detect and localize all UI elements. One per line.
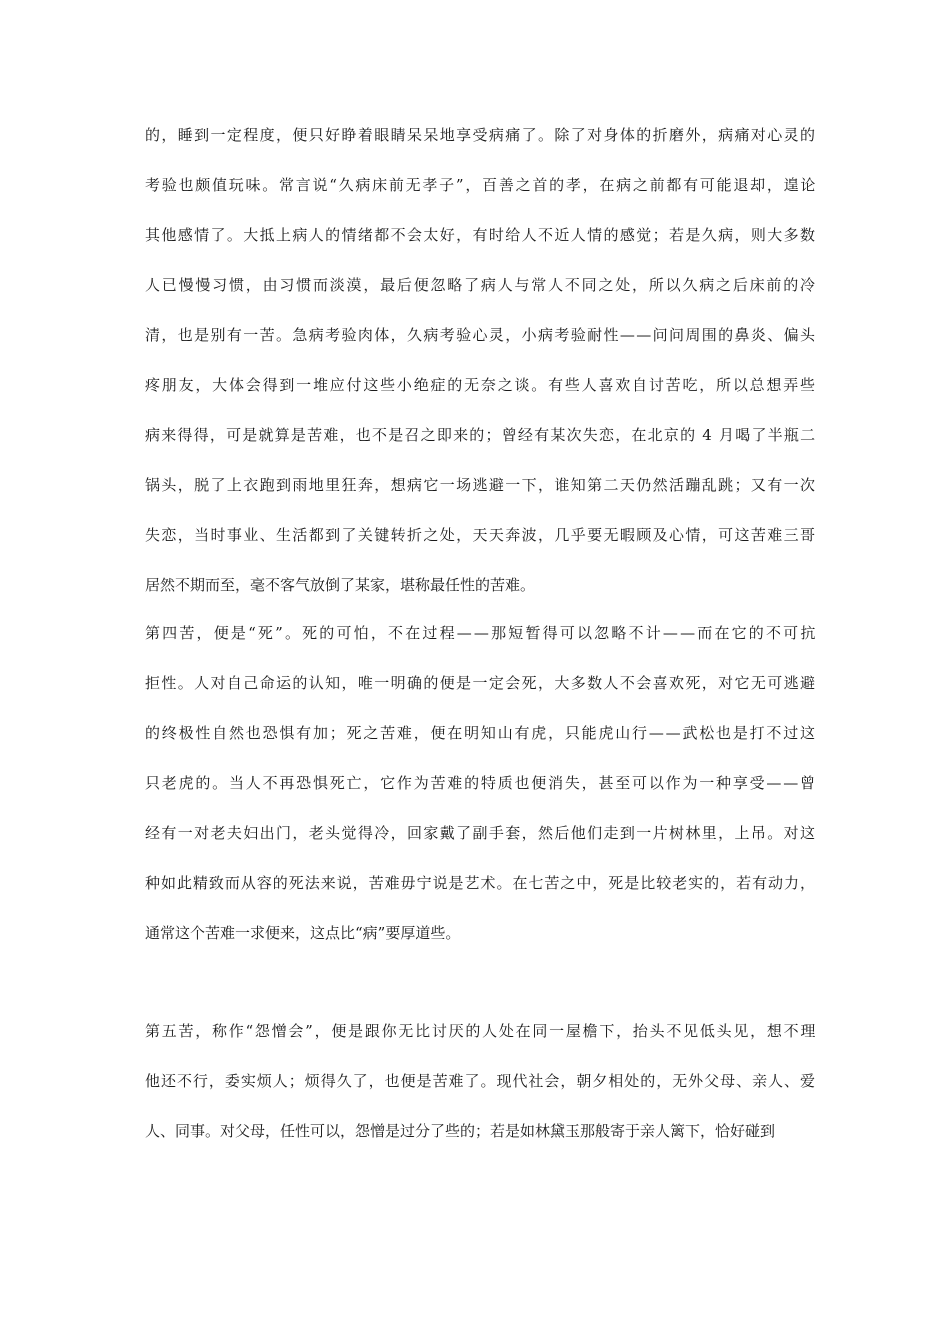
text-line: 其他感情了。大抵上病人的情绪都不会太好，有时给人不近人情的感觉；若是久病，则大多数 <box>145 226 817 244</box>
text-line: 第五苦，称作“怨憎会”，便是跟你无比讨厌的人处在同一屋檐下，抬头不见低头见，想不理 <box>145 1022 818 1040</box>
text-line: 经有一对老夫妇出门，老头觉得冷，回家戴了副手套，然后他们走到一片树林里，上吊。对这 <box>145 824 817 842</box>
text-line: 失恋，当时事业、生活都到了关键转折之处，天天奔波，几乎要无暇顾及心情，可这苦难三哥 <box>145 526 817 544</box>
text-line: 人已慢慢习惯，由习惯而淡漠，最后便忽略了病人与常人不同之处，所以久病之后床前的冷 <box>145 276 817 294</box>
text-line: 只老虎的。当人不再恐惧死亡，它作为苦难的特质也便消失，甚至可以作为一种享受——曾 <box>145 774 817 792</box>
text-line: 清，也是别有一苦。急病考验肉体，久病考验心灵，小病考验耐性——问问周围的鼻炎、偏头 <box>145 326 817 344</box>
text-line: 居然不期而至，毫不客气放倒了某家，堪称最任性的苦难。 <box>145 576 536 594</box>
text-line: 他还不行，委实烦人；烦得久了，也便是苦难了。现代社会，朝夕相处的，无外父母、亲人、爱 <box>145 1072 816 1090</box>
text-line: 人、同事。对父母，任性可以，怨憎是过分了些的；若是如林黛玉那般寄于亲人篱下，恰好碰到 <box>145 1122 776 1140</box>
text-line: 病来得得，可是就算是苦难，也不是召之即来的；曾经有某次失恋，在北京的 4 月喝了半瓶二 <box>145 426 817 444</box>
text-line: 拒性。人对自己命运的认知，唯一明确的便是一定会死，大多数人不会喜欢死，对它无可逃避 <box>145 674 817 692</box>
text-line: 考验也颇值玩味。常言说“久病床前无孝子”，百善之首的孝，在病之前都有可能退却，遑论 <box>145 176 818 194</box>
text-line: 通常这个苦难一求便来，这点比“病”要厚道些。 <box>145 924 461 942</box>
text-line: 疼朋友，大体会得到一堆应付这些小绝症的无奈之谈。有些人喜欢自讨苦吃，所以总想弄些 <box>145 376 817 394</box>
text-line: 第四苦，便是“死”。死的可怕，不在过程——那短暂得可以忽略不计——而在它的不可抗 <box>145 624 818 642</box>
text-line: 锅头，脱了上衣跑到雨地里狂奔，想病它一场逃避一下，谁知第二天仍然活蹦乱跳；又有一次 <box>145 476 817 494</box>
text-line: 的，睡到一定程度，便只好睁着眼睛呆呆地享受病痛了。除了对身体的折磨外，病痛对心灵的 <box>145 126 817 144</box>
text-line: 种如此精致而从容的死法来说，苦难毋宁说是艺术。在七苦之中，死是比较老实的，若有动力， <box>145 874 816 892</box>
text-line: 的终极性自然也恐惧有加；死之苦难，便在明知山有虎，只能虎山行——武松也是打不过这 <box>145 724 817 742</box>
